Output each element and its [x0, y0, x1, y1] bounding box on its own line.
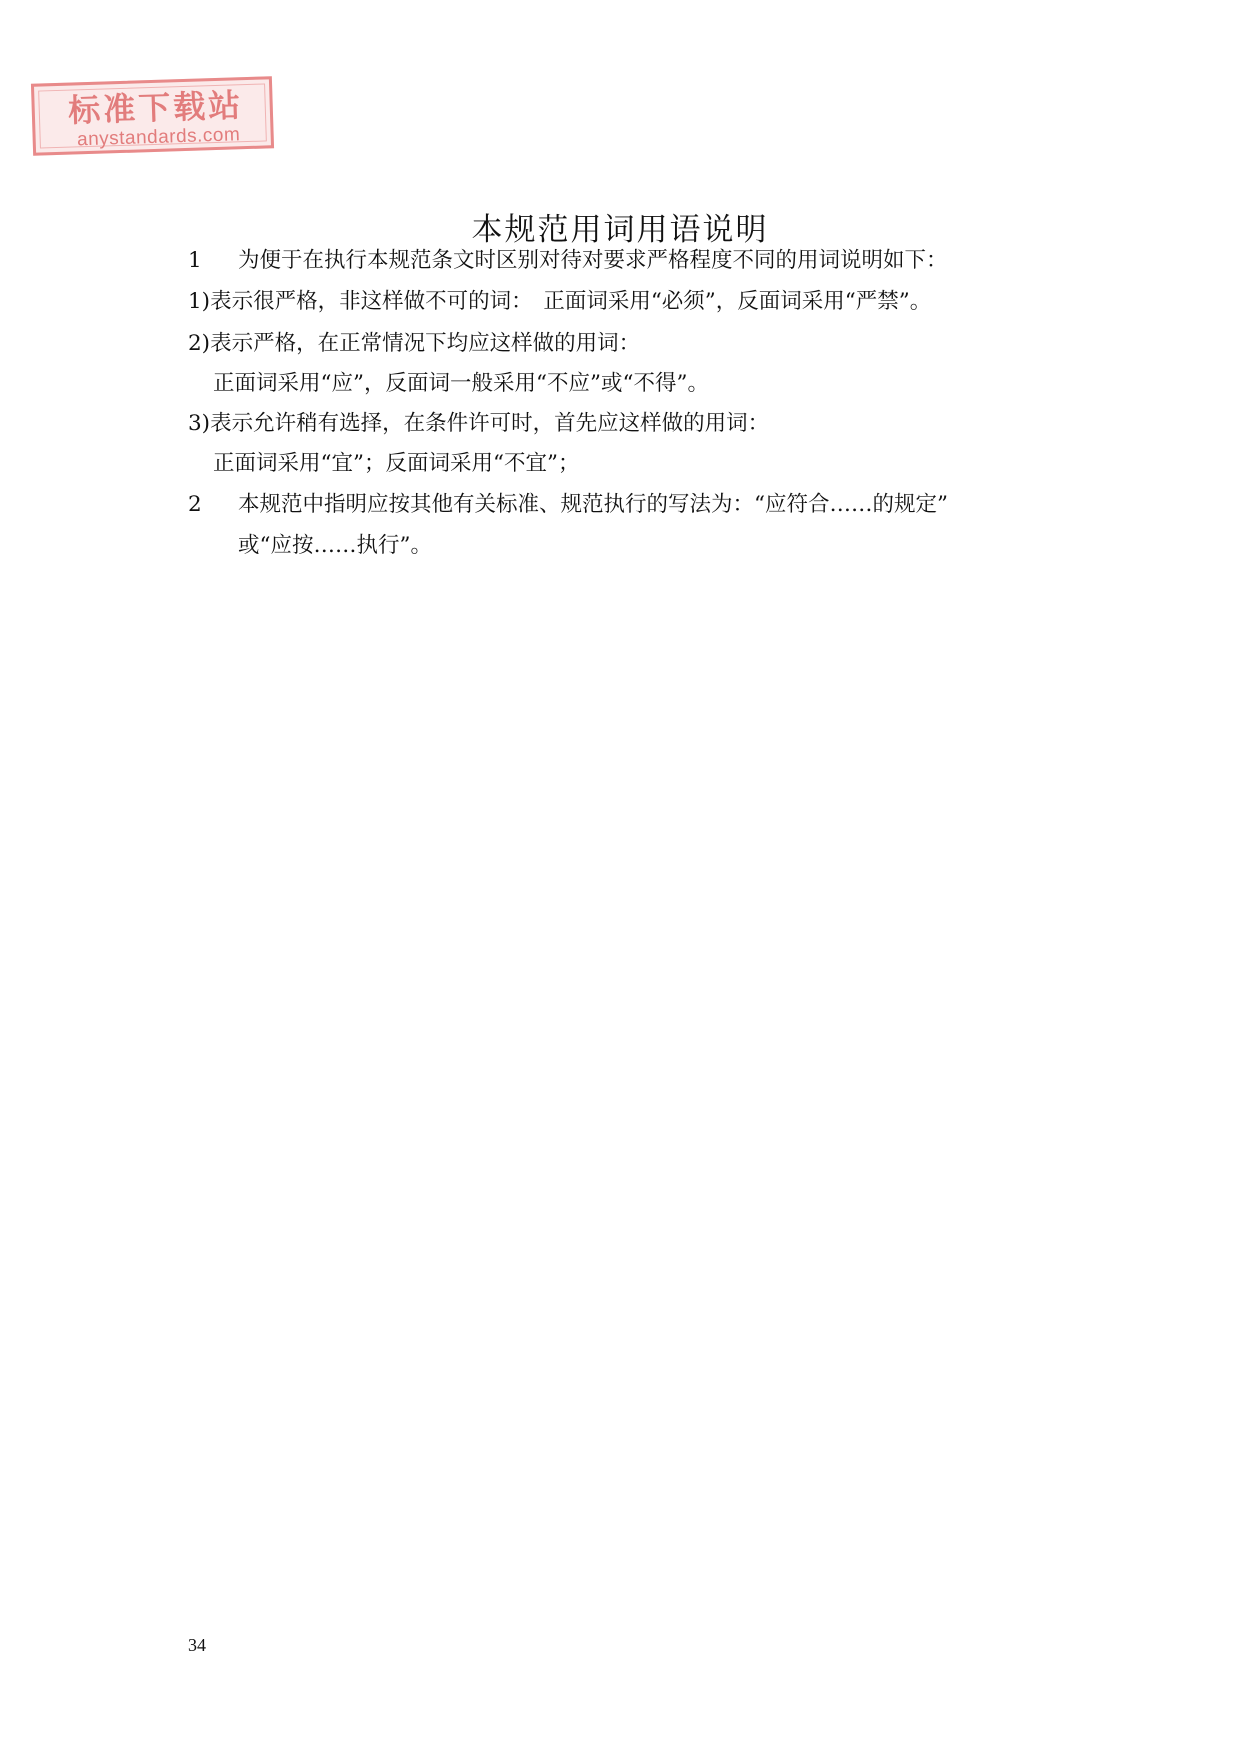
- item-2-continuation: 或“应按……执行”。: [238, 533, 432, 558]
- watermark-stamp: [31, 76, 274, 156]
- sub-item-3: 3)表示允许稍有选择，在条件许可时，首先应这样做的用词：: [188, 411, 770, 436]
- item-1-text: 为便于在执行本规范条文时区别对待对要求严格程度不同的用词说明如下：: [238, 248, 948, 273]
- sub-item-3-detail: 正面词采用“宜”；反面词采用“不宜”；: [213, 451, 580, 476]
- stamp-text-en: anystandards.com: [76, 124, 241, 151]
- stamp-text-cn: 标准下载站: [67, 86, 244, 130]
- page-title: 本规范用词用语说明: [471, 212, 769, 248]
- item-2-text: 本规范中指明应按其他有关标准、规范执行的写法为：“应符合……的规定”: [238, 492, 948, 517]
- sub-item-2-detail: 正面词采用“应”，反面词一般采用“不应”或“不得”。: [213, 371, 709, 396]
- sub-item-1: 1)表示很严格，非这样做不可的词： 正面词采用“必须”，反面词采用“严禁”。: [188, 289, 932, 314]
- item-1-number: 1: [188, 248, 202, 273]
- item-2-number: 2: [188, 492, 202, 517]
- page-number: 34: [188, 1635, 206, 1655]
- sub-item-2: 2)表示严格，在正常情况下均应这样做的用词：: [188, 331, 641, 356]
